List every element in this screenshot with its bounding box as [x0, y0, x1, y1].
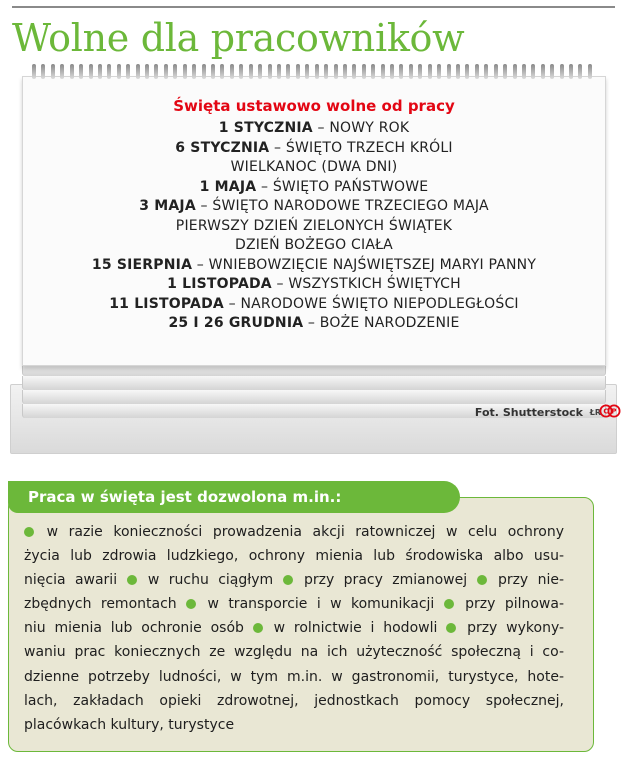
text-span: lach, zakładach opieki zdrowotnej, jednostkach pomocy społecznej,: [24, 692, 564, 709]
binding-ring-icon: [409, 64, 413, 79]
holiday-row: [23, 178, 605, 198]
holiday-separator: –: [269, 139, 286, 156]
headline: Wolne dla pracowników: [12, 16, 465, 60]
calendar-spiral-binding: [32, 64, 592, 82]
text-span: niu mienia lub ochronie osób: [24, 620, 244, 637]
binding-ring-icon: [578, 64, 582, 79]
holiday-date: 1 MAJA: [199, 178, 257, 195]
holiday-row: [23, 256, 605, 276]
holiday-name: ŚWIĘTO TRZECH KRÓLI: [285, 139, 453, 156]
binding-ring-icon: [239, 64, 243, 79]
binding-ring-icon: [437, 64, 441, 79]
holiday-name: ŚWIĘTO PAŃSTWOWE: [272, 178, 429, 195]
binding-ring-icon: [107, 64, 111, 79]
binding-ring-icon: [569, 64, 573, 79]
text-span: dzienne potrzeby ludności, w tym m.in. w gastronomii, turystyce, hote-: [24, 668, 564, 685]
holiday-row: [23, 158, 605, 178]
holiday-name: BOŻE NARODZENIE: [319, 315, 460, 331]
binding-ring-icon: [32, 64, 36, 79]
binding-ring-icon: [220, 64, 224, 79]
holiday-row: [23, 119, 605, 139]
text-span: w rolnictwie i hodowli: [273, 620, 438, 637]
holiday-name: NARODOWE ŚWIĘTO NIEPODLEGŁOŚCI: [240, 295, 519, 312]
text-span: zbędnych remontach: [24, 596, 177, 613]
binding-ring-icon: [192, 64, 196, 79]
text-line: [24, 592, 564, 616]
holiday-date: 3 MAJA: [139, 198, 196, 214]
holiday-name: ŚWIĘTO NARODOWE TRZECIEGO MAJA: [212, 198, 489, 214]
top-rule: [12, 6, 615, 8]
bullet-dot-icon: [24, 527, 34, 537]
text-span: w razie konieczności prowadzenia akcji ratowniczej w celu ochrony: [46, 524, 564, 540]
binding-ring-icon: [550, 64, 554, 79]
binding-ring-icon: [447, 64, 451, 79]
binding-ring-icon: [371, 64, 375, 79]
text-line: [24, 544, 564, 568]
binding-ring-icon: [352, 64, 356, 79]
holiday-row: [23, 295, 605, 315]
svg-text:P: P: [611, 407, 617, 416]
holiday-list: [23, 95, 605, 334]
text-span: placówkach kultury, turystyce: [24, 716, 235, 733]
holiday-row: [23, 139, 605, 159]
text-line: [24, 616, 564, 640]
binding-ring-icon: [268, 64, 272, 79]
calendar-front-page: [22, 76, 606, 366]
binding-ring-icon: [79, 64, 83, 79]
holiday-row: [23, 314, 605, 334]
holiday-name: DZIEŃ BOŻEGO CIAŁA: [235, 237, 393, 253]
holiday-list-title: Święta ustawowo wolne od pracy: [173, 97, 455, 115]
binding-ring-icon: [541, 64, 545, 79]
binding-ring-icon: [513, 64, 517, 79]
holiday-date: 11 LISTOPADA: [109, 295, 224, 312]
text-span: w ruchu ciągłym: [147, 572, 274, 589]
binding-ring-icon: [315, 64, 319, 79]
svg-text:C: C: [603, 407, 609, 416]
binding-ring-icon: [475, 64, 479, 79]
binding-ring-icon: [249, 64, 253, 79]
holiday-rows: [23, 119, 605, 334]
binding-ring-icon: [418, 64, 422, 79]
holiday-row: [23, 236, 605, 256]
holiday-date: 25 I 26 GRUDNIA: [168, 315, 304, 331]
holiday-separator: –: [312, 120, 330, 136]
publisher-logo-icon: [599, 404, 621, 418]
holiday-date: 1 STYCZNIA: [218, 120, 313, 136]
binding-ring-icon: [98, 64, 102, 79]
binding-ring-icon: [465, 64, 469, 79]
holiday-date: 1 LISTOPADA: [167, 276, 272, 292]
desk-calendar: [0, 64, 627, 459]
bullet-dot-icon: [477, 575, 487, 585]
binding-ring-icon: [343, 64, 347, 79]
holiday-row: [23, 197, 605, 217]
text-span: w transporcie i w komunikacji: [207, 596, 435, 613]
binding-ring-icon: [126, 64, 130, 79]
holiday-row: [23, 275, 605, 295]
text-line: [24, 640, 564, 664]
binding-ring-icon: [51, 64, 55, 79]
binding-ring-icon: [117, 64, 121, 79]
text-span: przy pilnowa-: [465, 596, 565, 613]
text-line: [24, 568, 564, 592]
binding-ring-icon: [428, 64, 432, 79]
holiday-name: WNIEBOWZIĘCIE NAJŚWIĘTSZEJ MARYI PANNY: [208, 256, 537, 273]
text-span: waniu prac koniecznych ze względu na ich użyteczność społeczną i co-: [24, 644, 564, 661]
holiday-date: 6 STYCZNIA: [175, 139, 270, 156]
binding-ring-icon: [70, 64, 74, 79]
text-span: życia lub zdrowia ludzkiego, ochrony mienia lub środowiska albo usu-: [24, 548, 564, 565]
bullet-dot-icon: [444, 599, 454, 609]
binding-ring-icon: [399, 64, 403, 79]
binding-ring-icon: [296, 64, 300, 79]
binding-ring-icon: [154, 64, 158, 79]
holiday-separator: –: [256, 178, 273, 195]
binding-ring-icon: [560, 64, 564, 79]
binding-ring-icon: [211, 64, 215, 79]
text-span: nięcia awarii: [24, 572, 118, 589]
text-line: [24, 689, 564, 713]
binding-ring-icon: [503, 64, 507, 79]
holiday-separator: –: [223, 295, 241, 312]
holiday-row: [23, 217, 605, 237]
binding-ring-icon: [164, 64, 168, 79]
holiday-separator: –: [195, 198, 213, 214]
photo-credit: Fot. Shutterstock: [474, 406, 583, 419]
binding-ring-icon: [494, 64, 498, 79]
binding-ring-icon: [183, 64, 187, 79]
text-span: przy nie-: [497, 572, 565, 589]
text-line: [24, 520, 564, 544]
holiday-name: NOWY ROK: [329, 120, 410, 136]
binding-ring-icon: [334, 64, 338, 79]
binding-ring-icon: [202, 64, 206, 79]
binding-ring-icon: [381, 64, 385, 79]
binding-ring-icon: [41, 64, 45, 79]
binding-ring-icon: [522, 64, 526, 79]
binding-ring-icon: [258, 64, 262, 79]
holiday-name: WIELKANOC (DWA DNI): [230, 159, 398, 175]
binding-ring-icon: [230, 64, 234, 79]
binding-ring-icon: [305, 64, 309, 79]
bullet-dot-icon: [253, 623, 263, 633]
binding-ring-icon: [390, 64, 394, 79]
binding-ring-icon: [531, 64, 535, 79]
text-span: przy pracy zmianowej: [304, 572, 468, 589]
holiday-separator: –: [303, 315, 320, 331]
binding-ring-icon: [60, 64, 64, 79]
bullet-dot-icon: [127, 575, 137, 585]
binding-ring-icon: [286, 64, 290, 79]
text-span: przy wykony-: [467, 620, 565, 637]
info-box-text: [24, 520, 564, 737]
binding-ring-icon: [588, 64, 592, 79]
binding-ring-icon: [456, 64, 460, 79]
binding-ring-icon: [484, 64, 488, 79]
binding-ring-icon: [89, 64, 93, 79]
holiday-date: 15 SIERPNIA: [91, 256, 193, 273]
calendar-page-edge: [22, 390, 606, 404]
holiday-separator: –: [192, 256, 209, 273]
bullet-dot-icon: [446, 623, 456, 633]
binding-ring-icon: [173, 64, 177, 79]
calendar-page-edge: [22, 376, 606, 390]
holiday-name: WSZYSTKICH ŚWIĘTYCH: [288, 276, 461, 292]
bullet-dot-icon: [186, 599, 196, 609]
binding-ring-icon: [145, 64, 149, 79]
binding-ring-icon: [277, 64, 281, 79]
info-box-header: Praca w święta jest dozwolona m.in.:: [8, 481, 460, 513]
bullet-dot-icon: [283, 575, 293, 585]
binding-ring-icon: [324, 64, 328, 79]
text-line: [24, 713, 564, 737]
credit-mark: ŁR: [589, 408, 601, 417]
binding-ring-icon: [362, 64, 366, 79]
binding-ring-icon: [136, 64, 140, 79]
holiday-name: PIERWSZY DZIEŃ ZIELONYCH ŚWIĄTEK: [175, 217, 453, 234]
text-line: [24, 665, 564, 689]
holiday-separator: –: [271, 276, 289, 292]
